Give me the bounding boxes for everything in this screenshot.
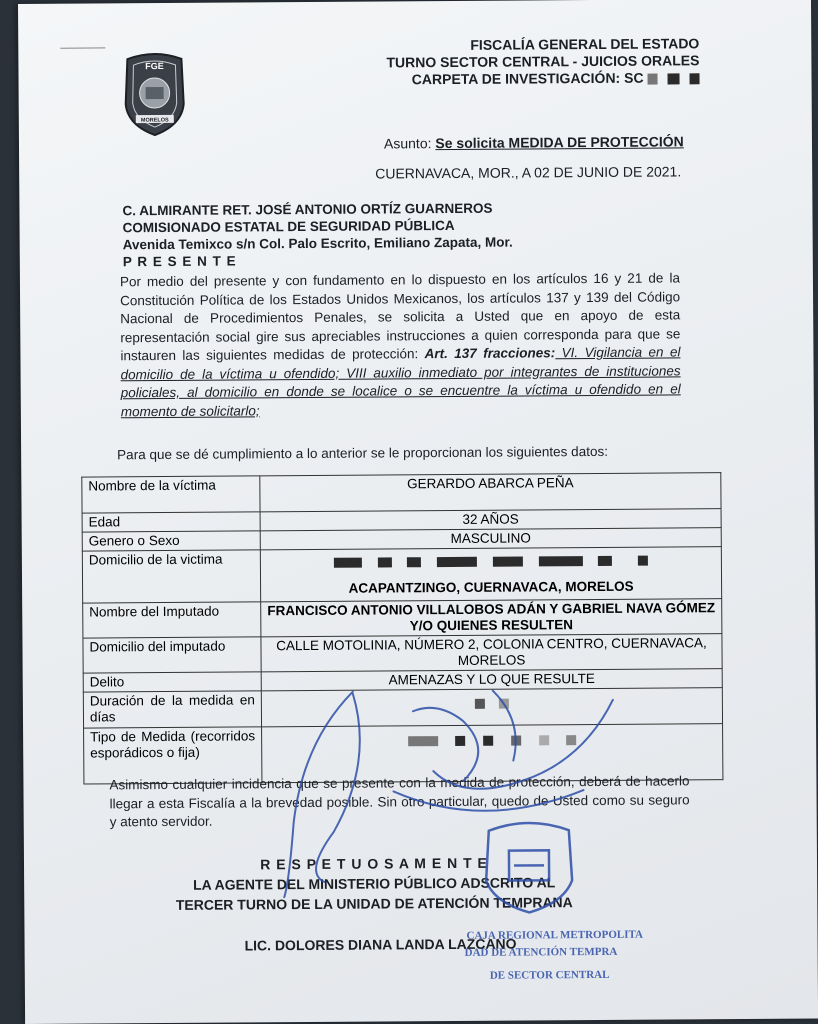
redaction-mark [689, 73, 699, 84]
body-paragraph-3: Asimismo cualquier incidencia que se presente con la medida de protección, deberá de hacerlo llegar a esta Fiscalía a la brevedad posible. Sin otro particular, quedo de Usted como su seguro y atento servidor. [109, 773, 690, 830]
stamp-line-1: CAJA REGIONAL METROPOLITA [466, 928, 643, 942]
addressee-presente: P R E S E N T E [122, 253, 237, 270]
closing: R E S P E T U O S A M E N T E [260, 854, 488, 873]
row-label: Genero o Sexo [82, 531, 260, 551]
redaction-mark [493, 557, 523, 567]
place-date: CUERNAVACA, MOR., A 02 DE JUNIO DE 2021. [375, 163, 682, 182]
redaction-mark [539, 557, 583, 567]
body-text: Por medio del presente y con fundamento en lo dispuesto en los artículos 16 y 21 de la Constitución Política de los Estados Unidos Mexicanos, los artículos 137 y 139 del Código Nacional de Procedimientos Penales, se solicita a Usted que en apoyo de esta representación social gire sus apreciables instrucciones a quien corresponda para que se instauren las siguientes medidas de protección: [119, 270, 681, 364]
addressee-address: Avenida Temixco s/n Col. Palo Escrito, Emiliano Zapata, Mor. [122, 234, 513, 253]
redaction-mark [647, 73, 657, 84]
row-value: 32 AÑOS [260, 509, 721, 531]
header-line-3 [387, 69, 700, 88]
row-label: Domicilio del imputado [83, 637, 261, 673]
row-value: GERARDO ABARCA PEÑA [260, 473, 721, 512]
subject-label: Asunto: [383, 135, 432, 152]
header-line-1: FISCALÍA GENERAL DEL ESTADO [470, 35, 700, 53]
table-row [82, 547, 721, 603]
redaction-mark [437, 557, 477, 567]
redaction-mark [667, 73, 679, 84]
signer-name: LIC. DOLORES DIANA LANDA LAZCANO [244, 935, 517, 954]
row-value: AMENAZAS Y LO QUE RESULTE [261, 669, 722, 691]
row-value: FRANCISCO ANTONIO VILLALOBOS ADÁN Y GABRIEL NAVA GÓMEZ Y/O QUIENES RESULTEN [261, 599, 722, 637]
redaction-mark [377, 558, 391, 568]
row-label: Tipo de Medida (recorridos esporádicos o fija) [84, 727, 262, 784]
redaction-mark [407, 558, 421, 568]
row-label: Duración de la medida en días [83, 691, 261, 728]
signer-title-1: LA AGENTE DEL MINISTERIO PÚBLICO ADSCRITO AL [192, 874, 556, 893]
signer-title-2: TERCER TURNO DE LA UNIDAD DE ATENCIÓN TEMPRANA [175, 894, 573, 913]
body-paragraph-1 [120, 269, 681, 421]
row-value: ACAPANTZINGO, CUERNAVACA, MORELOS [348, 578, 634, 596]
header-line-2: TURNO SECTOR CENTRAL - JUICIOS ORALES [386, 52, 700, 71]
row-value: CALLE MOTOLINIA, NÚMERO 2, COLONIA CENTRO, CUERNAVACA, MORELOS [261, 634, 722, 672]
addressee-position: COMISIONADO ESTATAL DE SEGURIDAD PÚBLICA [122, 217, 455, 236]
redaction-mark [598, 556, 612, 566]
body-paragraph-2: Para que se dé cumplimiento a lo anterior se le proporcionan los siguientes datos: [117, 443, 608, 463]
seal-top-text: FGE [145, 60, 164, 72]
row-label: Nombre de la víctima [82, 476, 260, 513]
addressee-name: C. ALMIRANTE RET. JOSÉ ANTONIO ORTÍZ GUARNEROS [122, 200, 493, 219]
seal-bottom-text: MORELOS [140, 117, 169, 124]
addressee-block [122, 200, 513, 271]
document-header [386, 35, 699, 88]
table-row [82, 473, 721, 513]
header-line-3-text: CARPETA DE INVESTIGACIÓN: SC [411, 69, 644, 88]
redaction-mark [638, 556, 648, 566]
row-label: Domicilio de la victima [82, 550, 260, 603]
table-row [83, 599, 722, 638]
document-page [18, 0, 818, 1024]
subject-text: Se solicita MEDIDA DE PROTECCIÓN [435, 133, 684, 152]
margin-mark [60, 47, 105, 48]
redaction-mark [334, 558, 362, 568]
row-label: Delito [83, 672, 261, 692]
row-value-cell [260, 547, 721, 602]
redacted-address [267, 552, 715, 571]
row-label: Nombre del Imputado [83, 602, 261, 638]
subject-line [384, 133, 684, 151]
measures-text: VI. Vigilancia en el domicilio de la víctima u ofendido; VIII auxilio inmediato por integrantes de instituciones policiales, al domicilio en donde se localice o se encuentre la víctima u ofendido en el momento de solicitarlo; [120, 344, 681, 419]
table-row [83, 634, 722, 673]
fge-seal-icon [121, 49, 188, 137]
stamp-line-2: DAD DE ATENCIÓN TEMPRA [464, 945, 618, 959]
row-value: MASCULINO [260, 528, 721, 550]
row-label: Edad [82, 512, 260, 532]
stamp-line-3: DE SECTOR CENTRAL [489, 968, 610, 982]
handwritten-signature-icon [263, 680, 625, 913]
article-ref: Art. 137 fracciones: [424, 345, 556, 362]
